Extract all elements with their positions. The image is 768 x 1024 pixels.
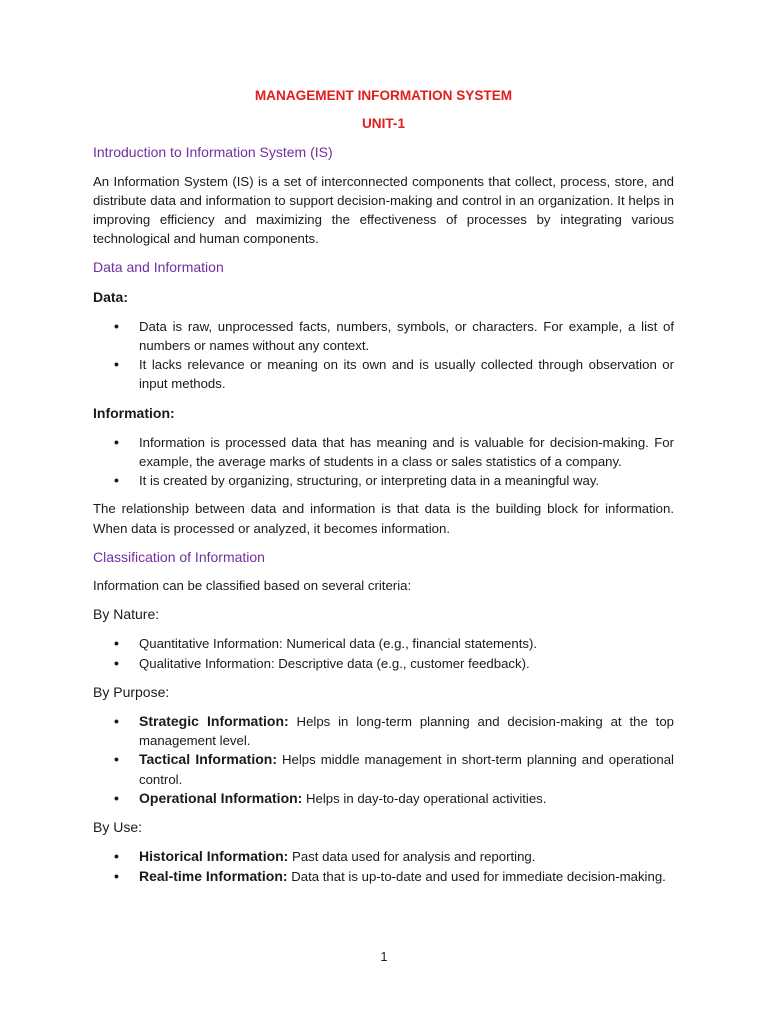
unit-label: UNIT-1	[361, 116, 406, 132]
by-purpose-list	[93, 712, 674, 808]
page-content	[93, 86, 674, 886]
classification-intro: Information can be classified based on several criteria:	[93, 578, 412, 594]
intro-paragraph: An Information System (IS) is a set of interconnected components that collect, process, store, and distribute data and information to support decision-making and control in an organization. It helps in improving efficiency and maximizing the effectiveness of processes by integrating various technological and human components.	[93, 173, 674, 247]
item-text: Data that is up-to-date and used for immediate decision-making.	[287, 868, 666, 884]
section-heading-intro: Introduction to Information System (IS)	[93, 144, 333, 161]
item-text: Helps middle management in short-term planning and operational control.	[139, 752, 674, 787]
subheading-information: Information:	[93, 404, 175, 421]
list-item	[93, 847, 674, 866]
item-lead: Tactical Information:	[139, 751, 277, 768]
list-item: • It lacks relevance or meaning on its own and is usually collected through observation or input methods.	[93, 355, 674, 393]
item-lead: Operational Information:	[139, 789, 303, 806]
list-item: • Data is raw, unprocessed facts, numbers, symbols, or characters. For example, a list of numbers or names without any context.	[93, 317, 674, 355]
relationship-paragraph: The relationship between data and information is that data is the building block for information. When data is processed or analyzed, it becomes information.	[93, 501, 674, 536]
list-item	[93, 789, 674, 808]
item-text: Helps in long-term planning and decision-making at the top management level.	[139, 714, 674, 749]
item-text: Past data used for analysis and reporting.	[288, 849, 536, 865]
list-item	[93, 750, 674, 788]
item-lead: Real-time Information:	[139, 867, 288, 884]
subheading-data: Data:	[93, 288, 129, 305]
by-use-list	[93, 847, 674, 885]
item-text: Helps in day-to-day operational activities.	[302, 790, 547, 806]
subheading-by-purpose: By Purpose:	[93, 683, 170, 700]
information-list	[93, 433, 674, 491]
list-item	[93, 712, 674, 750]
subheading-by-nature: By Nature:	[93, 606, 160, 623]
list-item: • It is created by organizing, structuring, or interpreting data in a meaningful way.	[93, 471, 674, 490]
section-heading-data-information: Data and Information	[93, 259, 224, 276]
list-item: • Qualitative Information: Descriptive data (e.g., customer feedback).	[93, 654, 674, 673]
subheading-by-use: By Use:	[93, 819, 143, 836]
item-lead: Historical Information:	[139, 848, 289, 865]
data-list	[93, 317, 674, 394]
list-item: • Information is processed data that has meaning and is valuable for decision-making. For example, the average marks of students in a class or sales statistics of a company.	[93, 433, 674, 471]
list-item: • Quantitative Information: Numerical data (e.g., financial statements).	[93, 634, 674, 653]
page-number: 1	[380, 950, 388, 964]
section-heading-classification: Classification of Information	[93, 548, 265, 565]
item-lead: Strategic Information:	[139, 713, 289, 730]
document-title: MANAGEMENT INFORMATION SYSTEM	[254, 88, 513, 103]
by-nature-list	[93, 634, 674, 672]
list-item	[93, 867, 674, 886]
